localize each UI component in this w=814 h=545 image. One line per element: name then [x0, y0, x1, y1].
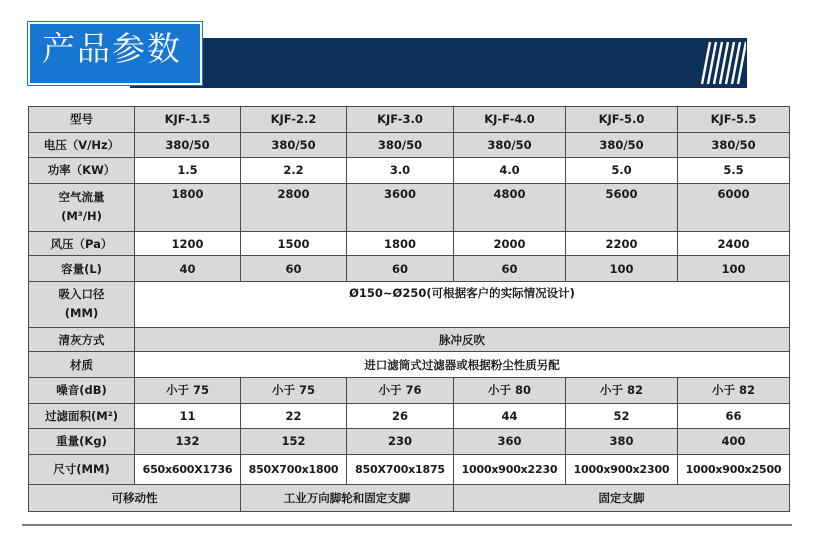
column-header: KJF-2.2	[241, 107, 347, 133]
row-label: 过滤面积(M²)	[29, 403, 135, 429]
table-row-cleaning	[29, 327, 790, 352]
table-cell: 3.0	[347, 158, 454, 184]
table-cell: 380/50	[454, 132, 566, 158]
table-cell: 1200	[135, 231, 241, 256]
table-cell: 2000	[454, 231, 566, 256]
table-cell: 22	[241, 403, 347, 429]
column-header: KJF-5.5	[678, 107, 790, 133]
row-label: 重量(Kg)	[29, 429, 135, 455]
table-cell: 1.5	[135, 158, 241, 184]
row-label: 材质	[29, 352, 135, 378]
row-label	[29, 281, 135, 327]
table-row-material	[29, 352, 790, 378]
page-title: 产品参数	[42, 29, 182, 68]
table-cell: 152	[241, 429, 347, 455]
table-cell: 1500	[241, 231, 347, 256]
table-cell: 380/50	[241, 132, 347, 158]
table-cell: 380/50	[135, 132, 241, 158]
table-cell: 60	[241, 256, 347, 282]
table-cell: 850X700x1875	[347, 454, 454, 485]
table-cell: 1000x900x2300	[566, 454, 678, 485]
table-cell: 5.5	[678, 158, 790, 184]
column-header: KJF-3.0	[347, 107, 454, 133]
row-label: 功率（KW）	[29, 158, 135, 184]
table-cell: 5.0	[566, 158, 678, 184]
table-cell: 850X700x1800	[241, 454, 347, 485]
table-row-mobility	[29, 485, 790, 512]
footer-divider	[22, 524, 792, 526]
table-cell: 小于 82	[678, 377, 790, 403]
table-cell: 380/50	[347, 132, 454, 158]
table-cell: 360	[454, 429, 566, 455]
table-cell: 380/50	[566, 132, 678, 158]
table-cell: 52	[566, 403, 678, 429]
table-cell: 4.0	[454, 158, 566, 184]
table-cell: 3600	[347, 183, 454, 231]
table-header-row	[29, 107, 790, 133]
table-cell: 2.2	[241, 158, 347, 184]
column-header: KJF-5.0	[566, 107, 678, 133]
table-row-inlet	[29, 281, 790, 327]
table-cell: 100	[678, 256, 790, 282]
stripes-decoration	[690, 38, 746, 88]
table-row-pressure	[29, 231, 790, 256]
table-cell: 11	[135, 403, 241, 429]
table-row-voltage	[29, 132, 790, 158]
row-label: 清灰方式	[29, 327, 135, 352]
table-cell: 固定支脚	[454, 485, 790, 512]
table-cell: 1800	[347, 231, 454, 256]
spec-table	[28, 106, 790, 512]
table-cell: 2800	[241, 183, 347, 231]
row-label: 噪音(dB)	[29, 377, 135, 403]
table-cell: 脉冲反吹	[135, 327, 790, 352]
table-cell: Ø150~Ø250(可根据客户的实际情况设计)	[135, 281, 790, 327]
table-row-weight	[29, 429, 790, 455]
table-cell: 60	[347, 256, 454, 282]
table-cell: 1000x900x2230	[454, 454, 566, 485]
column-header: 型号	[29, 107, 135, 133]
table-cell: 1000x900x2500	[678, 454, 790, 485]
table-cell: 工业万向脚轮和固定支脚	[241, 485, 454, 512]
table-cell: 100	[566, 256, 678, 282]
row-label	[29, 183, 135, 231]
table-cell: 40	[135, 256, 241, 282]
table-cell: 1800	[135, 183, 241, 231]
table-row-size	[29, 454, 790, 485]
table-row-capacity	[29, 256, 790, 282]
table-cell: 小于 75	[241, 377, 347, 403]
table-cell: 2200	[566, 231, 678, 256]
table-cell: 5600	[566, 183, 678, 231]
header-banner	[130, 38, 747, 88]
table-cell: 小于 80	[454, 377, 566, 403]
row-label: 电压（V/Hz）	[29, 132, 135, 158]
column-header: KJ-F-4.0	[454, 107, 566, 133]
table-cell: 230	[347, 429, 454, 455]
row-label-unit: (MM)	[64, 306, 99, 321]
table-row-noise	[29, 377, 790, 403]
table-cell: 132	[135, 429, 241, 455]
row-label-unit: (M³/H)	[61, 209, 102, 224]
table-cell: 66	[678, 403, 790, 429]
table-row-power	[29, 158, 790, 184]
table-cell: 44	[454, 403, 566, 429]
table-row-airflow	[29, 183, 790, 231]
table-cell: 小于 76	[347, 377, 454, 403]
row-label-line: 吸入口径	[58, 287, 105, 302]
table-cell: 26	[347, 403, 454, 429]
table-cell: 可移动性	[29, 485, 241, 512]
table-cell: 进口滤筒式过滤器或根据粉尘性质另配	[135, 352, 790, 378]
row-label-line: 空气流量	[58, 190, 105, 205]
table-cell: 650x600X1736	[135, 454, 241, 485]
table-cell: 400	[678, 429, 790, 455]
table-cell: 2400	[678, 231, 790, 256]
table-row-filter-area	[29, 403, 790, 429]
row-label: 容量(L)	[29, 256, 135, 282]
table-cell: 380/50	[678, 132, 790, 158]
row-label: 尺寸(MM)	[29, 454, 135, 485]
table-cell: 4800	[454, 183, 566, 231]
table-cell: 380	[566, 429, 678, 455]
column-header: KJF-1.5	[135, 107, 241, 133]
table-cell: 小于 82	[566, 377, 678, 403]
table-cell: 6000	[678, 183, 790, 231]
row-label: 风压（Pa）	[29, 231, 135, 256]
table-cell: 60	[454, 256, 566, 282]
table-cell: 小于 75	[135, 377, 241, 403]
